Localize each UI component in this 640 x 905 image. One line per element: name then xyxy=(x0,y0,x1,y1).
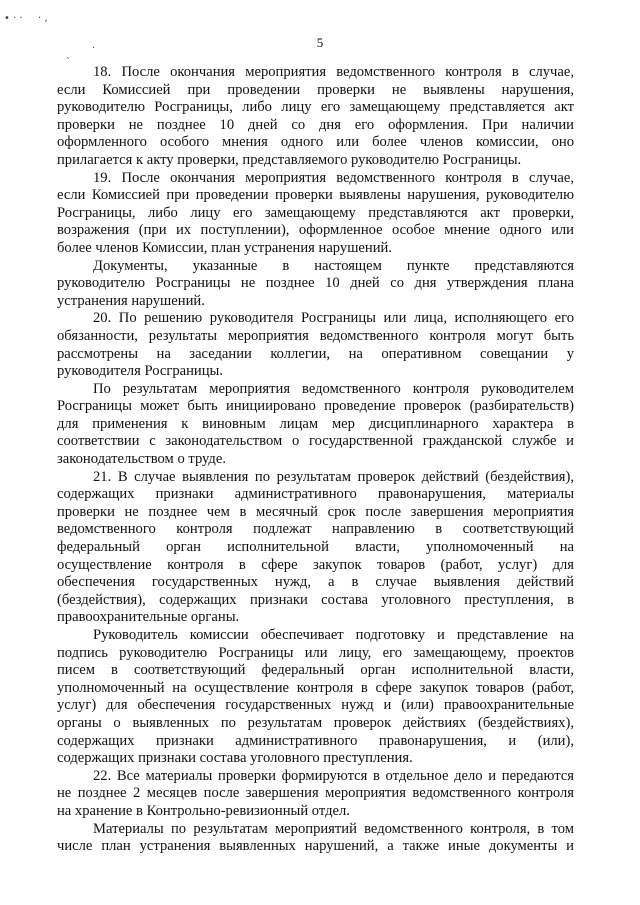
text-line: руководителя Росграницы. xyxy=(57,363,223,380)
paragraph xyxy=(57,627,574,768)
text-line: возражения (при их поступлении), оформленное особое мнение одного или xyxy=(57,222,574,239)
paragraph xyxy=(57,768,574,821)
scan-artifact-mark: • · · xyxy=(4,13,23,24)
text-line: 21. В случае выявления по результатам проверок действий (бездействия), xyxy=(93,468,574,485)
text-line: (бездействия), содержащих признаки состава уголовного преступления, в xyxy=(57,591,574,608)
scan-artifact-mark: ` xyxy=(66,57,71,68)
text-line: обеспечения государственных нужд, а в случае выявления действий xyxy=(57,574,574,591)
text-line: руководителю Росграницы не позднее 10 дней со дня утверждения плана xyxy=(57,275,574,292)
text-line: федеральный орган исполнительной власти, уполномоченный на xyxy=(57,539,574,556)
text-line: правоохранительные органы. xyxy=(57,609,240,626)
text-line: Руководитель комиссии обеспечивает подготовку и представление на xyxy=(93,627,574,643)
text-line: 18. После окончания мероприятия ведомственного контроля в случае, xyxy=(93,64,574,80)
text-line: писем в соответствующий федеральный орган исполнительной власти, xyxy=(57,662,574,679)
text-line: числе план устранения выявленных нарушений, а также иные документы и xyxy=(57,838,574,855)
text-line: проверки не позднее 10 дней со дня его оформления. При наличии xyxy=(57,116,574,133)
text-line: руководителю Росграницы, либо лицу его замещающему представляется акт xyxy=(57,99,574,116)
text-line: По результатам мероприятия ведомственного контроля руководителем xyxy=(93,380,574,397)
text-line: Росграницы может быть инициировано проведение проверок (разбирательств) xyxy=(57,398,574,415)
text-line: обязанности, результаты мероприятия ведомственного контроля могут быть xyxy=(57,327,574,344)
paragraph xyxy=(57,64,574,170)
text-line: если Комиссией при проведении проверки не выявлены нарушения, xyxy=(57,81,574,98)
paragraph xyxy=(57,381,574,469)
text-line: проверки не позднее чем в месячный срок после завершения мероприятия xyxy=(57,503,574,520)
text-line: 20. По решению руководителя Росграницы или лица, исполняющего его xyxy=(93,310,574,327)
paragraph xyxy=(57,821,574,856)
text-line: Материалы по результатам мероприятий ведомственного контроля, в том xyxy=(93,820,574,837)
text-line: соответствии с законодательством о государственной гражданской службе и xyxy=(57,433,574,450)
text-line: законодательством о труде. xyxy=(57,451,226,468)
scan-artifact-mark: · xyxy=(92,43,96,54)
text-line: Документы, указанные в настоящем пункте представляются xyxy=(93,257,574,274)
text-line: более членов Комиссии, план устранения нарушений. xyxy=(57,239,392,256)
page-number: 5 xyxy=(316,35,324,50)
text-line: для применения к виновным лицам мер дисциплинарного характера в xyxy=(57,415,574,432)
text-line: содержащих признаки административного правонарушения, материалы xyxy=(57,486,574,503)
scan-artifact-mark: · , xyxy=(38,13,48,24)
text-line: устранения нарушений. xyxy=(57,292,205,309)
text-line: если Комиссией при проведении проверки выявлены нарушения, руководителю xyxy=(57,187,574,204)
text-line: на хранение в Контрольно-ревизионный отдел. xyxy=(57,802,350,819)
text-line: оформленного особого мнения одного или более членов комиссии, оно xyxy=(57,134,574,151)
text-line: осуществление контроля в сфере закупок товаров (работ, услуг) для xyxy=(57,556,574,573)
text-line: рассмотрены на заседании коллегии, на оперативном совещании у xyxy=(57,345,574,362)
text-line: прилагается к акту проверки, представляемого руководителю Росграницы. xyxy=(57,151,522,168)
text-line: не позднее 2 месяцев после завершения мероприятия ведомственного контроля xyxy=(57,785,574,802)
paragraph xyxy=(57,258,574,311)
paragraph xyxy=(57,469,574,627)
paragraph xyxy=(57,170,574,258)
text-line: 22. Все материалы проверки формируются в отдельное дело и передаются xyxy=(93,767,574,784)
text-line: содержащих признаки административного правонарушения, и (или), xyxy=(57,732,574,749)
text-line: Росграницы, либо лицу его замещающему представляются акт проверки, xyxy=(57,204,574,221)
paragraph xyxy=(57,310,574,380)
text-line: услуг) для обеспечения государственных нужд и (или) правоохранительные xyxy=(57,697,574,714)
text-line: 19. После окончания мероприятия ведомственного контроля в случае, xyxy=(93,169,574,186)
text-line: содержащих признаки состава уголовного преступления. xyxy=(57,750,413,767)
document-body xyxy=(57,64,574,856)
text-line: ведомственного контроля подлежат направлению в соответствующий xyxy=(57,521,574,538)
text-line: органы о выявленных по результатам проверок действиях (бездействиях), xyxy=(57,714,574,731)
text-line: подпись руководителю Росграницы или лицу, его замещающему, проектов xyxy=(57,644,574,661)
text-line: уполномоченный на осуществление контроля в сфере закупок товаров (работ, xyxy=(57,679,574,696)
